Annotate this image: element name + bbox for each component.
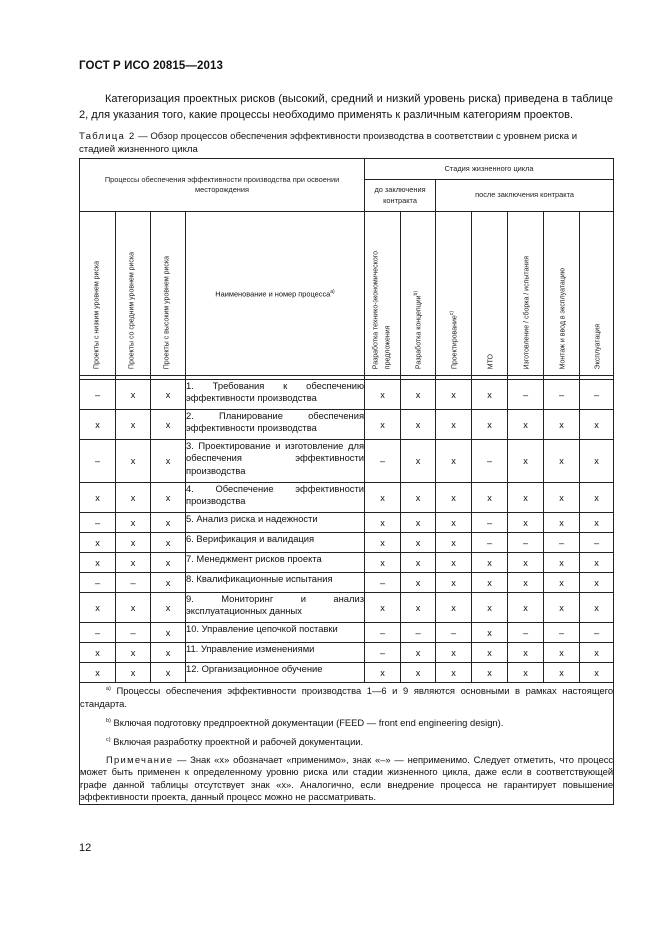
risk-applicability-cell: x: [116, 663, 151, 683]
intro-paragraph: [79, 92, 613, 123]
risk-applicability-cell: x: [151, 553, 186, 573]
stage-applicability-cell: x: [544, 513, 580, 533]
stage-applicability-cell: x: [436, 533, 472, 553]
table-row: [80, 410, 614, 440]
stage-applicability-cell: x: [544, 483, 580, 513]
stage-applicability-cell: x: [401, 573, 436, 593]
stage-applicability-cell: x: [436, 440, 472, 483]
risk-applicability-cell: x: [116, 553, 151, 573]
stage-column-label: Монтаж и ввод в эксплуатацию: [558, 267, 566, 369]
stage-applicability-cell: –: [365, 643, 401, 663]
risk-column-header: [151, 212, 186, 376]
stage-applicability-cell: x: [365, 513, 401, 533]
footnote-marker: b): [413, 290, 420, 296]
footnote: [80, 734, 613, 749]
stage-applicability-cell: –: [508, 380, 544, 410]
risk-applicability-cell: –: [116, 573, 151, 593]
stage-applicability-cell: –: [580, 623, 614, 643]
table-row: [80, 643, 614, 663]
stage-applicability-cell: x: [580, 643, 614, 663]
table-notes: [80, 683, 614, 805]
stage-applicability-cell: x: [544, 643, 580, 663]
stage-applicability-cell: x: [365, 380, 401, 410]
stage-applicability-cell: x: [401, 513, 436, 533]
risk-applicability-cell: x: [80, 593, 116, 623]
risk-applicability-cell: x: [116, 593, 151, 623]
stage-applicability-cell: x: [472, 663, 508, 683]
risk-applicability-cell: –: [80, 513, 116, 533]
stage-applicability-cell: x: [436, 410, 472, 440]
table-row: [80, 440, 614, 483]
stage-applicability-cell: –: [580, 533, 614, 553]
stage-applicability-cell: –: [508, 623, 544, 643]
stage-applicability-cell: –: [401, 623, 436, 643]
note-label: Примечание: [106, 754, 174, 765]
stage-applicability-cell: x: [508, 483, 544, 513]
footnote: [80, 715, 613, 730]
stage-applicability-cell: x: [580, 573, 614, 593]
stage-column-header: [580, 212, 614, 376]
stage-column-header: [401, 212, 436, 376]
stage-applicability-cell: x: [580, 513, 614, 533]
risk-applicability-cell: –: [80, 623, 116, 643]
stage-column-header: [472, 212, 508, 376]
risk-column-label: Проекты со средним уровнем риска: [128, 251, 136, 369]
risk-applicability-cell: x: [151, 593, 186, 623]
risk-applicability-cell: x: [80, 483, 116, 513]
stage-applicability-cell: –: [472, 440, 508, 483]
table-row: [80, 663, 614, 683]
stage-applicability-cell: x: [508, 643, 544, 663]
stage-applicability-cell: –: [436, 623, 472, 643]
stage-applicability-cell: x: [472, 483, 508, 513]
stage-applicability-cell: –: [508, 533, 544, 553]
risk-applicability-cell: –: [80, 440, 116, 483]
risk-applicability-cell: x: [151, 573, 186, 593]
stage-applicability-cell: –: [365, 440, 401, 483]
footnote-marker: b): [106, 717, 111, 724]
stage-applicability-cell: x: [401, 663, 436, 683]
stage-applicability-cell: x: [544, 663, 580, 683]
stage-applicability-cell: x: [580, 440, 614, 483]
stage-applicability-cell: x: [401, 440, 436, 483]
stage-applicability-cell: x: [436, 643, 472, 663]
stage-column-header: [508, 212, 544, 376]
stage-applicability-cell: –: [365, 573, 401, 593]
process-name-header: [186, 212, 365, 376]
stage-applicability-cell: x: [544, 573, 580, 593]
stage-applicability-cell: x: [365, 533, 401, 553]
stage-applicability-cell: x: [508, 513, 544, 533]
stage-applicability-cell: x: [508, 553, 544, 573]
risk-applicability-cell: x: [151, 483, 186, 513]
table-row: [80, 573, 614, 593]
table-caption-text: — Обзор процессов обеспечения эффективности производства в соответствии с уровнем риска и стадией жизненного цикла: [79, 131, 578, 155]
process-name-header-label: Наименование и номер процесса: [215, 289, 331, 299]
stage-applicability-cell: x: [436, 380, 472, 410]
stage-applicability-cell: x: [436, 513, 472, 533]
risk-applicability-cell: x: [116, 410, 151, 440]
risk-applicability-cell: x: [80, 663, 116, 683]
stage-column-label: Разработка технико-экономического предложения: [372, 250, 392, 369]
stage-applicability-cell: x: [401, 593, 436, 623]
stage-applicability-cell: x: [580, 593, 614, 623]
risk-column-header: [116, 212, 151, 376]
footnote-text: Процессы обеспечения эффективности производства 1—6 и 9 являются основными в рамках настоящего стандарта.: [80, 685, 614, 709]
stage-applicability-cell: x: [580, 483, 614, 513]
stage-applicability-cell: x: [436, 593, 472, 623]
stage-applicability-cell: x: [401, 410, 436, 440]
risk-applicability-cell: x: [151, 380, 186, 410]
stage-applicability-cell: x: [472, 593, 508, 623]
process-table: [79, 158, 614, 805]
stage-column-header: [365, 212, 401, 376]
stage-applicability-cell: x: [365, 553, 401, 573]
stage-applicability-cell: x: [544, 593, 580, 623]
stage-applicability-cell: x: [401, 483, 436, 513]
stage-applicability-cell: x: [365, 663, 401, 683]
stage-applicability-cell: –: [544, 623, 580, 643]
stage-applicability-cell: x: [365, 410, 401, 440]
table-row: [80, 533, 614, 553]
stage-applicability-cell: x: [508, 440, 544, 483]
stage-applicability-cell: –: [365, 623, 401, 643]
stage-applicability-cell: x: [401, 643, 436, 663]
intro-text: Категоризация проектных рисков (высокий, средний и низкий уровень риска) приведена в таблице 2, для указания того, какие процессы необходимо применять к различным категориям проектов.: [79, 93, 613, 121]
risk-applicability-cell: x: [116, 483, 151, 513]
risk-applicability-cell: x: [80, 553, 116, 573]
stage-applicability-cell: x: [472, 623, 508, 643]
stage-column-label: МТО: [486, 353, 494, 369]
stage-column-header: [544, 212, 580, 376]
stage-applicability-cell: x: [436, 553, 472, 573]
process-name-cell: 8. Квалификационные испытания: [186, 573, 365, 593]
footnote-marker: а): [330, 288, 335, 295]
process-name-cell: 3. Проектирование и изготовление для обеспечения эффективности производства: [186, 440, 365, 483]
stage-applicability-cell: –: [544, 380, 580, 410]
stage-applicability-cell: x: [365, 483, 401, 513]
process-name-cell: 7. Менеджмент рисков проекта: [186, 553, 365, 573]
process-name-cell: 2. Планирование обеспечения эффективности производства: [186, 410, 365, 440]
stage-applicability-cell: x: [401, 533, 436, 553]
stage-applicability-cell: –: [472, 533, 508, 553]
stage-column-label: Эксплуатация: [593, 323, 601, 369]
left-group-header: Процессы обеспечения эффективности производства при освоении месторождения: [80, 159, 365, 212]
risk-applicability-cell: x: [151, 663, 186, 683]
risk-column-label: Проекты с высоким уровнем риска: [163, 255, 171, 369]
risk-applicability-cell: x: [151, 533, 186, 553]
stage-column-label: Проектирование: [450, 315, 458, 369]
table-row: [80, 553, 614, 573]
stage-applicability-cell: x: [508, 593, 544, 623]
stage-column-header: [436, 212, 472, 376]
risk-applicability-cell: x: [151, 513, 186, 533]
risk-column-header: [80, 212, 116, 376]
stage-applicability-cell: –: [544, 533, 580, 553]
risk-applicability-cell: x: [116, 533, 151, 553]
stage-applicability-cell: x: [401, 553, 436, 573]
risk-applicability-cell: x: [116, 440, 151, 483]
risk-applicability-cell: x: [116, 643, 151, 663]
table-row: [80, 623, 614, 643]
process-name-cell: 5. Анализ риска и надежности: [186, 513, 365, 533]
risk-applicability-cell: x: [151, 643, 186, 663]
process-name-cell: 9. Мониторинг и анализ эксплуатационных данных: [186, 593, 365, 623]
document-header: ГОСТ Р ИСО 20815—2013: [79, 60, 224, 72]
footnote-text: Включая подготовку предпроектной документации (FEED — front end engineering design).: [110, 717, 504, 729]
table-caption: [79, 131, 615, 156]
risk-applicability-cell: –: [80, 573, 116, 593]
stage-applicability-cell: x: [508, 410, 544, 440]
risk-applicability-cell: x: [151, 623, 186, 643]
stage-applicability-cell: x: [472, 380, 508, 410]
process-name-cell: 12. Организационное обучение: [186, 663, 365, 683]
table-row: [80, 593, 614, 623]
stage-applicability-cell: x: [472, 643, 508, 663]
process-name-cell: 6. Верификация и валидация: [186, 533, 365, 553]
stage-applicability-cell: x: [508, 573, 544, 593]
table-row: [80, 513, 614, 533]
stage-applicability-cell: x: [544, 440, 580, 483]
risk-column-label: Проекты с низким уровнем риска: [93, 260, 101, 369]
stage-header: Стадия жизненного цикла: [365, 159, 614, 180]
risk-applicability-cell: x: [151, 440, 186, 483]
process-name-cell: 11. Управление изменениями: [186, 643, 365, 663]
stage-applicability-cell: x: [365, 593, 401, 623]
before-contract-header: до заключения контракта: [365, 180, 436, 212]
stage-applicability-cell: x: [436, 663, 472, 683]
stage-applicability-cell: x: [544, 410, 580, 440]
risk-applicability-cell: x: [151, 410, 186, 440]
footnote-text: Включая разработку проектной и рабочей документации.: [110, 736, 364, 748]
process-name-cell: 1. Требования к обеспечению эффективности производства: [186, 380, 365, 410]
stage-applicability-cell: –: [472, 513, 508, 533]
footnote: [80, 683, 613, 710]
process-name-cell: 4. Обеспечение эффективности производства: [186, 483, 365, 513]
stage-applicability-cell: x: [472, 553, 508, 573]
risk-applicability-cell: x: [116, 513, 151, 533]
process-name-cell: 10. Управление цепочкой поставки: [186, 623, 365, 643]
footnote-marker: c): [448, 310, 455, 316]
stage-applicability-cell: –: [580, 380, 614, 410]
stage-applicability-cell: x: [580, 553, 614, 573]
stage-applicability-cell: x: [472, 410, 508, 440]
note-text: — Знак «x» обозначает «применимо», знак «–» — неприменимо. Следует отметить, что процесс может быть применен к определенному уровню риска или стадии жизненного цикла, даже если в соответствующей графе данной таблицы отсутствует знак «x». Аналогично, если внедрение процесса не гарантирует повышение эффективности проекта, данный процесс можно не рассматривать.: [80, 754, 614, 803]
stage-column-label: Разработка концепции: [415, 295, 423, 369]
page-number: 12: [79, 842, 92, 854]
stage-applicability-cell: x: [472, 573, 508, 593]
stage-applicability-cell: x: [401, 380, 436, 410]
risk-applicability-cell: x: [80, 410, 116, 440]
stage-applicability-cell: x: [544, 553, 580, 573]
stage-applicability-cell: x: [508, 663, 544, 683]
risk-applicability-cell: –: [116, 623, 151, 643]
table-row: [80, 380, 614, 410]
risk-applicability-cell: x: [80, 643, 116, 663]
stage-applicability-cell: x: [580, 410, 614, 440]
stage-column-label: Изготовление / сборка / испытания: [522, 255, 530, 369]
table-note: [80, 754, 613, 804]
stage-applicability-cell: x: [580, 663, 614, 683]
risk-applicability-cell: –: [80, 380, 116, 410]
table-caption-label: Таблица 2: [79, 131, 136, 142]
footnote-marker: а): [106, 686, 111, 692]
risk-applicability-cell: x: [80, 533, 116, 553]
after-contract-header: после заключения контракта: [436, 180, 614, 212]
table-row: [80, 483, 614, 513]
stage-applicability-cell: x: [436, 483, 472, 513]
risk-applicability-cell: x: [116, 380, 151, 410]
stage-applicability-cell: x: [436, 573, 472, 593]
footnote-marker: c): [106, 737, 111, 744]
